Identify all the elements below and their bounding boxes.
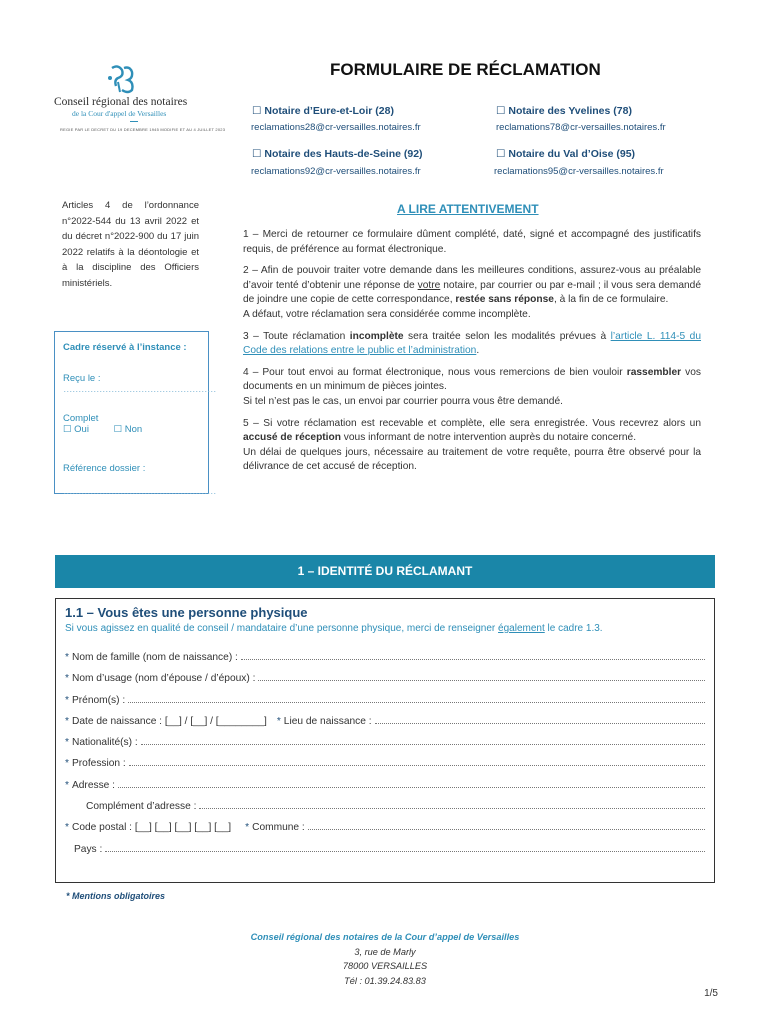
instruction-4: 4 – Pour tout envoi au format électronique, nous vous remercions de bien vouloir rassembler vos documents en un minimum de pièces jointes. Si tel n’est pas le cas, un envoi par courrier pourra vous être demandé.	[243, 366, 701, 407]
reserved-title: Cadre réservé à l’instance :	[63, 342, 187, 353]
first-names-input[interactable]	[128, 695, 705, 703]
checkbox-icon[interactable]: ☐	[252, 148, 262, 160]
notary-email-28[interactable]: reclamations28@cr-versailles.notaires.fr	[251, 122, 421, 133]
logo-name: Conseil régional des notaires	[54, 96, 188, 108]
logo-subtitle: de la Cour d'appel de Versailles	[72, 109, 167, 118]
reference-label: Référence dossier :	[63, 463, 146, 474]
address-input[interactable]	[118, 780, 705, 788]
section-subtitle: Si vous agissez en qualité de conseil / mandataire d’une personne physique, merci de renseigner également le cadre 1.3.	[65, 623, 603, 634]
notary-option-95[interactable]	[496, 148, 635, 160]
instructions	[243, 228, 701, 482]
field-nationality[interactable]: * Nationalité(s) :	[65, 737, 705, 758]
instruction-1: 1 – Merci de retourner ce formulaire dûment complété, daté, signé et accompagné des justificatifs requis, de préférence au format électronique.	[243, 229, 701, 255]
profession-input[interactable]	[129, 758, 705, 766]
complete-yes-checkbox[interactable]: ☐ Oui	[63, 424, 89, 435]
checkbox-icon[interactable]: ☐	[496, 148, 506, 160]
notary-label: Notaire du Val d’Oise (95)	[508, 148, 636, 160]
identity-section	[55, 598, 715, 883]
instruction-5: 5 – Si votre réclamation est recevable et complète, elle sera enregistrée. Vous recevrez alors un accusé de réception vous informant de notre intervention auprès du notaire concerné. Un délai de quelques jours, nécessaire au traitement de votre requête, pourra être observé pour la délivrance de cet accusé de réception.	[243, 417, 701, 473]
field-usage-name[interactable]: * Nom d’usage (nom d’épouse / d’époux) :	[65, 673, 705, 694]
usage-name-input[interactable]	[258, 673, 705, 681]
received-line	[63, 373, 216, 395]
complete-no-checkbox[interactable]: ☐ Non	[113, 424, 143, 435]
footer-org-name: Conseil régional des notaires de la Cour d’appel de Versailles	[250, 932, 520, 942]
footer	[0, 930, 770, 988]
page-title: FORMULAIRE DE RÉCLAMATION	[330, 60, 601, 79]
logo	[54, 64, 226, 138]
notary-label: Notaire des Hauts-de-Seine (92)	[264, 148, 423, 160]
checkbox-icon[interactable]: ☐	[252, 105, 262, 117]
field-address[interactable]: * Adresse :	[65, 780, 705, 801]
mandatory-note: * Mentions obligatoires	[66, 891, 166, 901]
field-country[interactable]: Pays :	[65, 844, 705, 865]
logo-divider	[130, 121, 138, 122]
notary-email-92[interactable]: reclamations92@cr-versailles.notaires.fr	[251, 166, 421, 177]
notary-email-95[interactable]: reclamations95@cr-versailles.notaires.fr	[494, 166, 664, 177]
notary-label: Notaire des Yvelines (78)	[508, 105, 632, 117]
notary-email-78[interactable]: reclamations78@cr-versailles.notaires.fr	[496, 122, 666, 133]
checkbox-icon[interactable]: ☐	[496, 105, 506, 117]
complete-options	[63, 424, 200, 435]
complete-label: Complet	[63, 413, 99, 424]
notary-option-78[interactable]	[496, 105, 632, 117]
field-address-complement[interactable]: Complément d’adresse :	[65, 801, 705, 822]
field-postal-commune[interactable]: * Code postal : [__] [__] [__] [__] [__] * Commune :	[65, 822, 705, 843]
nationality-input[interactable]	[141, 737, 705, 745]
country-input[interactable]	[105, 844, 705, 852]
commune-input[interactable]	[308, 822, 705, 830]
footer-city: 78000 VERSAILLES	[342, 961, 428, 972]
footer-phone: Tél : 01.39.24.83.83	[344, 975, 426, 986]
legal-references: Articles 4 de l’ordonnance n°2022-544 du 13 avril 2022 et du décret n°2022-900 du 17 juin 2022 relatifs à la déontologie et à la discipline des Officiers ministériels.	[62, 200, 199, 289]
address-complement-input[interactable]	[199, 801, 705, 809]
reserved-box	[54, 331, 216, 497]
logo-emblem-icon	[104, 64, 144, 96]
section-banner: 1 – IDENTITÉ DU RÉCLAMANT	[55, 555, 715, 588]
instructions-heading: A LIRE ATTENTIVEMENT	[397, 202, 539, 216]
notary-option-28[interactable]	[252, 105, 394, 117]
field-birth[interactable]: * Date de naissance : [__] / [__] / [________] * Lieu de naissance :	[65, 716, 705, 737]
identity-fields	[65, 652, 705, 865]
birth-place-input[interactable]	[375, 716, 705, 724]
article-link[interactable]: l’article L. 114-5 du Code des relations entre le public et l’administration	[243, 330, 701, 357]
logo-tagline: REGIE PAR LE DECRET DU 19 DECEMBRE 1945 MODIFIE ET AU 4 JUILLET 2023	[60, 127, 226, 132]
reference-dots: ……………………………………………	[63, 486, 216, 497]
birth-date-input[interactable]: Date de naissance : [__] / [__] / [________]	[71, 715, 267, 727]
footer-street: 3, rue de Marly	[354, 946, 416, 957]
received-dots: ……………………………………………	[63, 384, 216, 395]
instruction-2: 2 – Afin de pouvoir traiter votre demande dans les meilleures conditions, assurez-vous au préalable d’avoir tenté d’obtenir une réponse de votre notaire, par courrier ou par e-mail ; il vous sera demandé de joindre une copie de cette correspondance, restée sans réponse, à la fin de ce formulaire. A défaut, votre réclamation sera considérée comme incomplète.	[243, 265, 701, 320]
page-number: 1/5	[704, 988, 718, 999]
notary-label: Notaire d’Eure-et-Loir (28)	[264, 105, 394, 117]
instruction-3: 3 – Toute réclamation incomplète sera traitée selon les modalités prévues à l’article L. 114-5 du Code des relations entre le public et l’administration.	[243, 330, 701, 357]
postal-code-input[interactable]: Code postal : [__] [__] [__] [__] [__]	[71, 822, 232, 834]
section-title: 1.1 – Vous êtes une personne physique	[65, 605, 308, 620]
notary-option-92[interactable]	[252, 148, 423, 160]
family-name-input[interactable]	[241, 652, 705, 660]
field-profession[interactable]: * Profession :	[65, 758, 705, 779]
received-label: Reçu le :	[63, 373, 101, 384]
field-family-name[interactable]: * Nom de famille (nom de naissance) :	[65, 652, 705, 673]
field-first-names[interactable]: * Prénom(s) :	[65, 695, 705, 716]
